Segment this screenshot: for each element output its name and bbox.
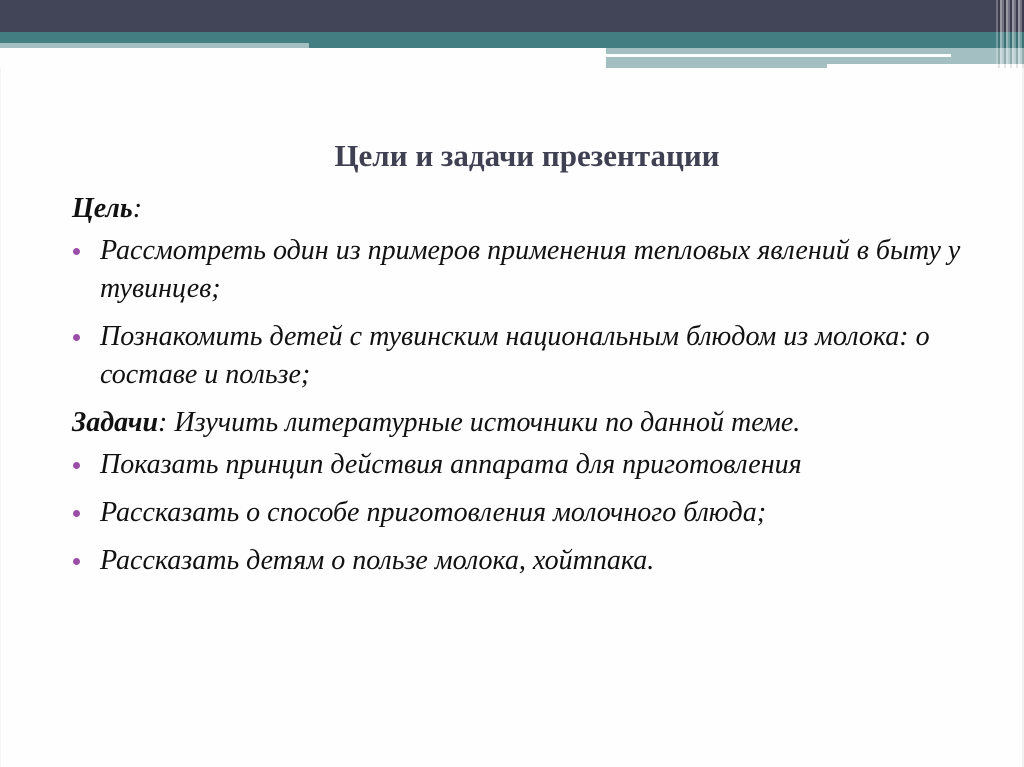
header-white-notch xyxy=(827,64,1024,69)
bullet-dot-icon xyxy=(73,248,80,255)
header-band-light-left xyxy=(0,43,309,48)
bullet-dot-icon xyxy=(73,510,80,517)
task-item xyxy=(72,446,992,484)
goal-heading xyxy=(72,190,992,228)
goal-label: Цель xyxy=(72,193,133,224)
slide-content xyxy=(72,190,992,590)
bullet-dot-icon xyxy=(73,558,80,565)
task-item xyxy=(72,494,992,532)
goal-item xyxy=(72,318,992,394)
header-white-line xyxy=(606,54,951,57)
header-band-dark xyxy=(0,0,1024,32)
goal-item xyxy=(72,232,992,308)
goal-item-text: Рассмотреть один из примеров применения тепловых явлений в быту у тувинцев; xyxy=(100,235,961,304)
goal-separator: : xyxy=(132,193,143,224)
bullet-dot-icon xyxy=(73,462,80,469)
tasks-list xyxy=(72,446,992,580)
task-item-text: Показать принцип действия аппарата для приготовления xyxy=(100,449,802,480)
task-item-text: Рассказать детям о пользе молока, хойтпака. xyxy=(100,545,655,576)
header-fade-stripes xyxy=(996,0,1024,68)
tasks-separator: : xyxy=(158,407,168,438)
goal-item-text: Познакомить детей с тувинским национальным блюдом из молока: о составе и пользе; xyxy=(100,321,930,390)
goal-list xyxy=(72,232,992,394)
tasks-label: Задачи xyxy=(72,407,159,438)
bullet-dot-icon xyxy=(73,334,80,341)
task-item-text: Рассказать о способе приготовления молочного блюда; xyxy=(100,497,767,528)
task-item xyxy=(72,542,992,580)
tasks-intro: Изучить литературные источники по данной теме. xyxy=(167,407,801,438)
tasks-heading xyxy=(72,404,992,442)
slide-title: Цели и задачи презентации xyxy=(334,138,720,173)
